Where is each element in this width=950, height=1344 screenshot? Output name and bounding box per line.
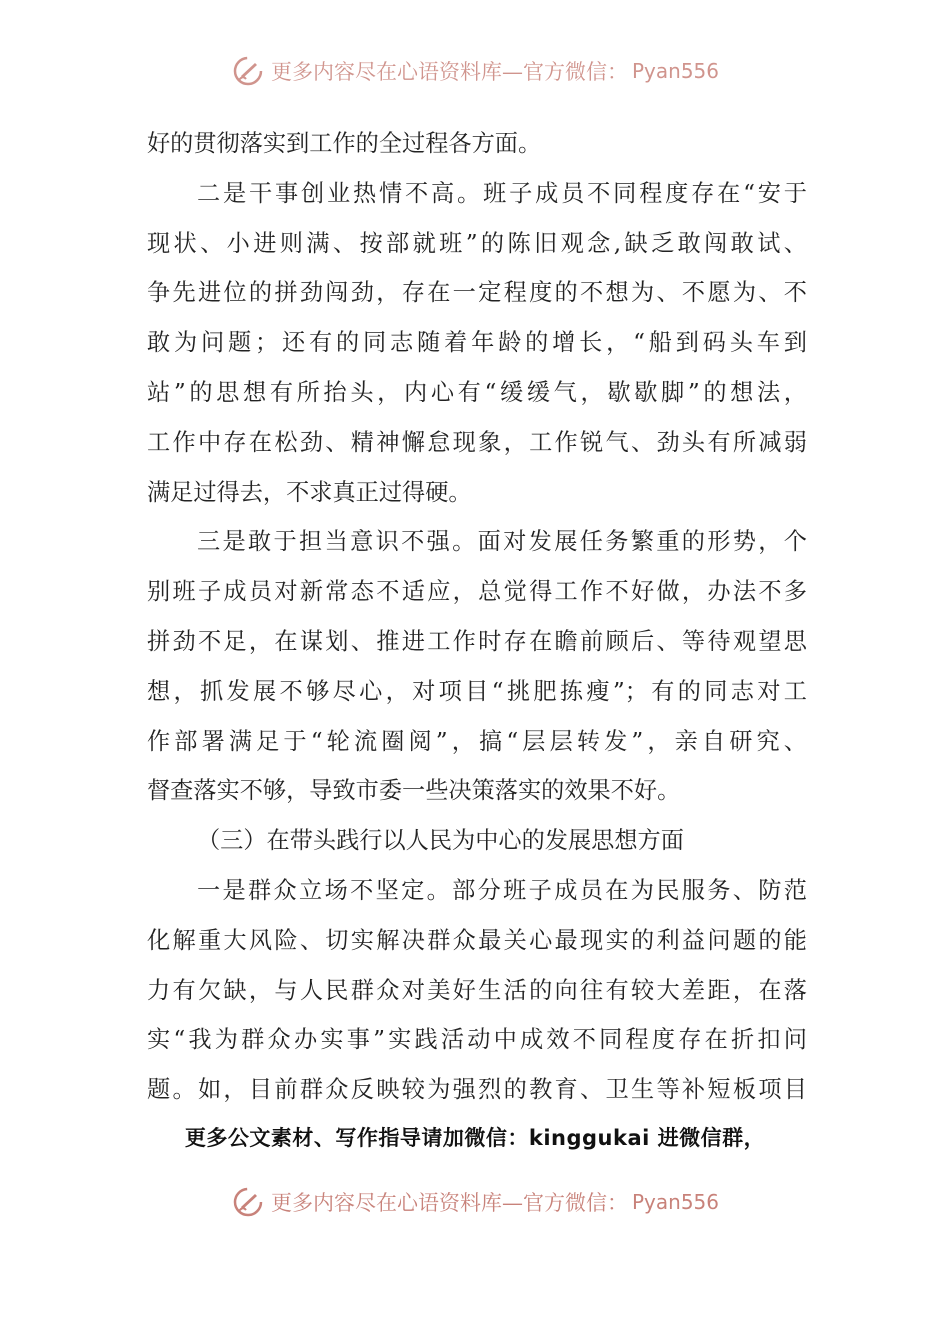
section-heading [147,816,807,866]
wave-pen-logo-icon [231,1185,265,1219]
wave-pen-logo-icon [231,54,265,88]
paragraph-people-stance [147,866,807,1115]
text-line: 满足过得去，不求真正过得硬。 [147,478,472,506]
text-line: 现状、小进则满、按部就班”的陈旧观念,缺乏敢闯敢试、 [147,229,807,257]
text-line: 实“我为群众办实事”实践活动中成效不同程度存在折扣问 [147,1026,807,1054]
watermark-text: 更多内容尽在心语资料库—官方微信： [270,1191,628,1215]
text-line: 工作中存在松劲、精神懈怠现象，工作锐气、劲头有所减弱 [147,428,807,456]
text-line: 想，抓发展不够尽心，对项目“挑肥拣瘦”；有的同志对工 [147,677,807,705]
paragraph-enthusiasm [147,169,807,518]
text-line: 作部署满足于“轮流圈阅”，搞“层层转发”，亲自研究、 [147,727,807,755]
text-line: 好的贯彻落实到工作的全过程各方面。 [147,130,542,157]
text-line: 拼劲不足，在谋划、推进工作时存在瞻前顾后、等待观望思 [147,627,807,655]
text-line: 敢为问题；还有的同志随着年龄的增长，“船到码头车到 [147,329,807,357]
text-line: 力有欠缺，与人民群众对美好生活的向往有较大差距，在落 [147,976,807,1004]
text-line: 二是干事创业热情不高。班子成员不同程度存在“安于 [197,179,807,207]
paragraph-continuation [147,119,807,169]
text-line: 争先进位的拼劲闯劲，存在一定程度的不想为、不愿为、不 [147,279,807,307]
watermark-wechat-id: Pyan556 [631,1190,719,1214]
header-watermark [0,54,950,88]
text-line: 督查落实不够，导致市委一些决策落实的效果不好。 [147,777,681,805]
footer-watermark [0,1184,950,1220]
document-body [147,119,807,1115]
text-line: 题。如，目前群众反映较为强烈的教育、卫生等补短板项目 [147,1076,807,1104]
watermark-text: 更多内容尽在心语资料库—官方微信： [270,60,628,84]
paragraph-responsibility [147,517,807,816]
text-line: 化解重大风险、切实解决群众最关心最现实的利益问题的能 [147,926,807,954]
text-line: 别班子成员对新常态不适应，总觉得工作不好做，办法不多 [147,578,807,606]
promo-banner: 更多公文素材、写作指导请加微信：kinggukai 进微信群， [184,1126,766,1150]
watermark-wechat-id: Pyan556 [631,59,719,83]
text-line: 三是敢于担当意识不强。面对发展任务繁重的形势，个 [197,528,807,556]
heading-line: （三）在带头践行以人民为中心的发展思想方面 [197,827,684,855]
text-line: 一是群众立场不坚定。部分班子成员在为民服务、防范 [197,876,807,904]
text-line: 站”的思想有所抬头，内心有“缓缓气，歇歇脚”的想法， [147,378,807,406]
